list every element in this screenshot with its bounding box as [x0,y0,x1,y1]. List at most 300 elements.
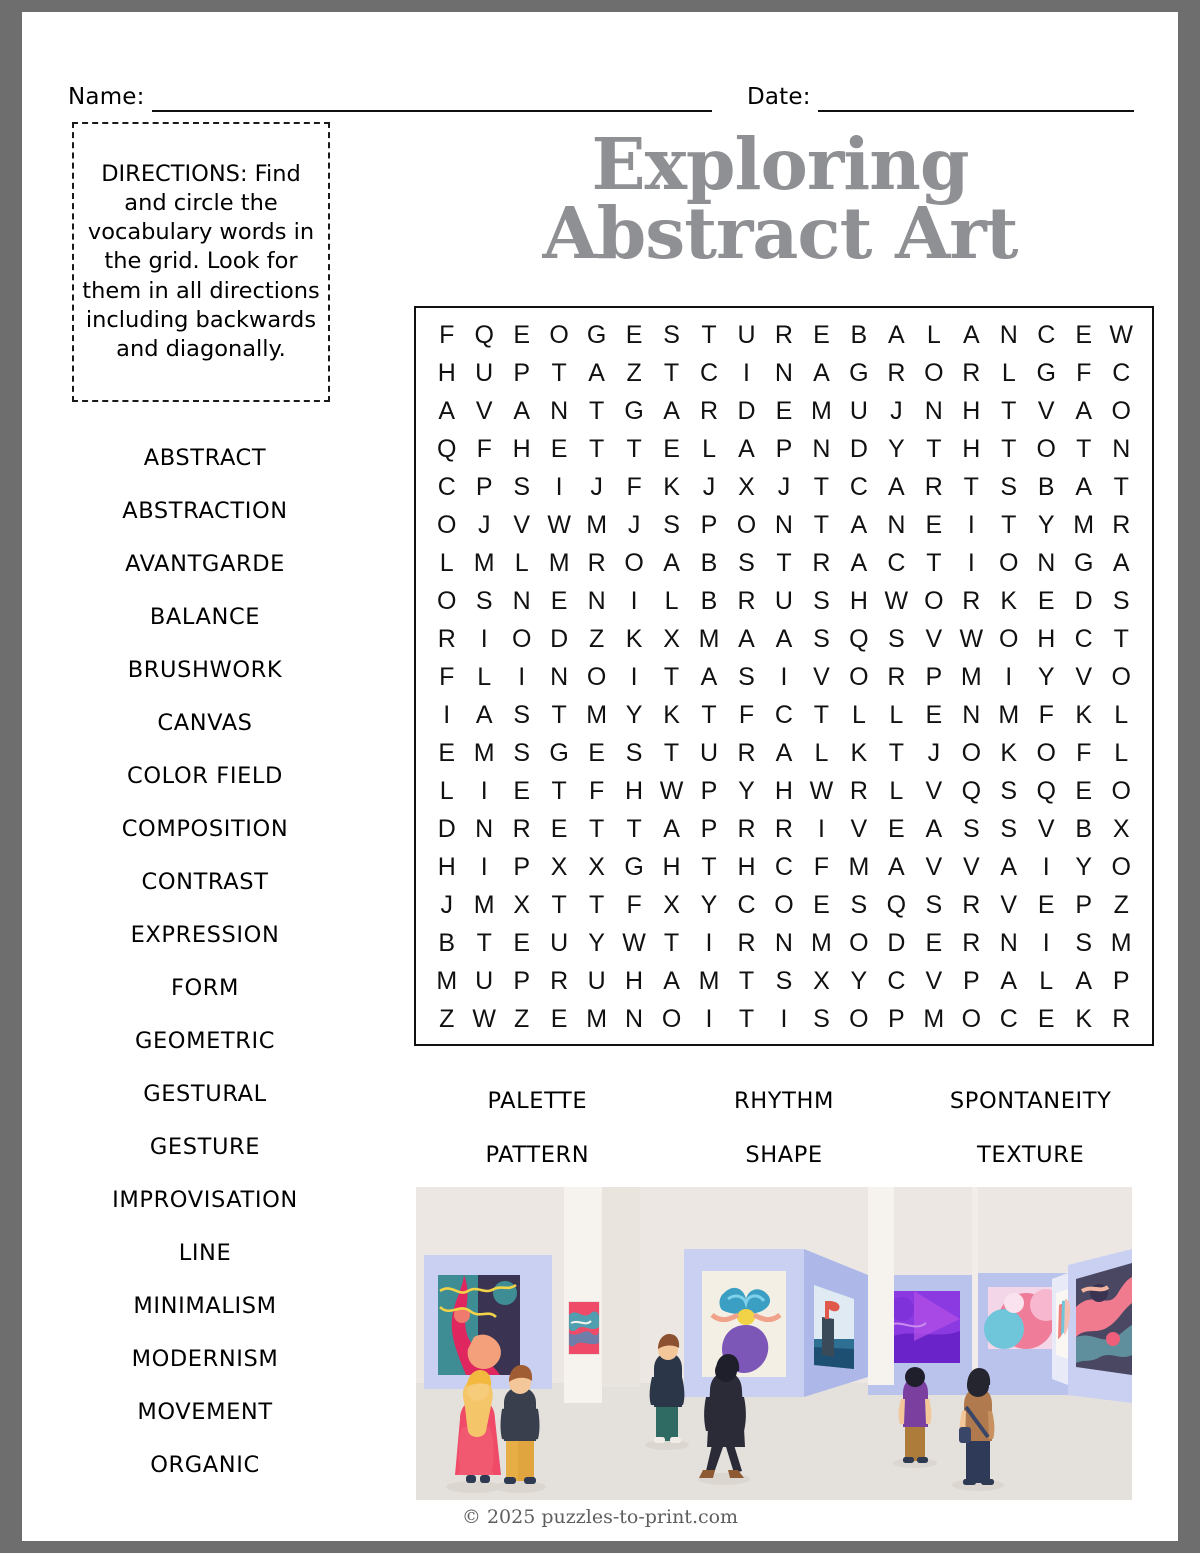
letter-cell[interactable]: K [1000,738,1018,767]
letter-cell[interactable]: C [1074,624,1093,653]
letter-cell[interactable]: D [887,928,906,957]
letter-cell[interactable]: O [1111,852,1131,881]
letter-cell[interactable]: H [437,852,456,881]
letter-cell[interactable]: W [659,776,684,805]
letter-cell[interactable]: R [437,624,456,653]
letter-cell[interactable]: T [776,548,792,577]
letter-cell[interactable]: H [962,396,981,425]
letter-cell[interactable]: E [513,320,531,349]
letter-cell[interactable]: A [475,700,493,729]
letter-cell[interactable]: T [588,890,605,919]
letter-cell[interactable]: M [811,928,832,957]
letter-cell[interactable]: H [774,776,793,805]
letter-cell[interactable]: V [1075,662,1093,691]
letter-cell[interactable]: T [551,890,567,919]
letter-cell[interactable]: F [588,776,605,805]
letter-cell[interactable]: E [588,738,605,767]
letter-cell[interactable]: X [813,966,830,995]
letter-cell[interactable]: S [475,586,493,615]
letter-cell[interactable]: A [663,966,680,995]
letter-cell[interactable]: S [850,890,868,919]
letter-cell[interactable]: T [926,434,942,463]
letter-cell[interactable]: E [1037,1004,1055,1033]
letter-cell[interactable]: Y [625,700,643,729]
letter-cell[interactable]: C [699,358,719,387]
letter-cell[interactable]: L [1039,966,1054,995]
letter-cell[interactable]: D [550,624,569,653]
letter-cell[interactable]: A [663,396,680,425]
letter-cell[interactable]: H [437,358,456,387]
letter-cell[interactable]: N [512,586,531,615]
letter-cell[interactable]: A [1075,396,1093,425]
letter-cell[interactable]: M [998,700,1020,729]
letter-cell[interactable]: P [925,662,943,691]
letter-cell[interactable]: L [926,320,941,349]
letter-cell[interactable]: I [705,1004,713,1033]
letter-cell[interactable]: B [850,320,868,349]
letter-cell[interactable]: J [440,890,453,919]
letter-cell[interactable]: R [812,548,831,577]
letter-cell[interactable]: W [959,624,984,653]
letter-cell[interactable]: O [1111,396,1131,425]
letter-cell[interactable]: V [925,966,943,995]
letter-cell[interactable]: G [624,396,644,425]
letter-cell[interactable]: S [1112,586,1130,615]
letter-cell[interactable]: O [1111,662,1131,691]
letter-cell[interactable]: T [551,700,567,729]
letter-cell[interactable]: S [925,890,943,919]
letter-cell[interactable]: I [743,358,750,387]
letter-cell[interactable]: R [1112,510,1131,539]
letter-cell[interactable]: C [1037,320,1056,349]
letter-cell[interactable]: O [999,548,1019,577]
letter-cell[interactable]: Y [738,776,755,805]
letter-cell[interactable]: M [473,890,495,919]
letter-cell[interactable]: F [439,320,455,349]
letter-cell[interactable]: Z [514,1004,530,1033]
letter-cell[interactable]: K [1075,700,1093,729]
letter-cell[interactable]: G [1036,358,1056,387]
letter-cell[interactable]: X [738,472,755,501]
letter-cell[interactable]: V [813,662,830,691]
letter-cell[interactable]: M [1073,510,1095,539]
letter-cell[interactable]: T [588,396,605,425]
letter-cell[interactable]: E [663,434,680,463]
letter-cell[interactable]: E [925,928,943,957]
letter-cell[interactable]: T [551,358,567,387]
word-search-grid[interactable] [414,306,1154,1046]
letter-cell[interactable]: R [737,586,756,615]
letter-cell[interactable]: E [625,320,643,349]
letter-cell[interactable]: P [700,510,718,539]
letter-cell[interactable]: L [1114,700,1129,729]
letter-cell[interactable]: N [924,396,943,425]
letter-cell[interactable]: H [662,852,681,881]
letter-cell[interactable]: N [999,320,1018,349]
letter-cell[interactable]: T [551,776,567,805]
letter-cell[interactable]: D [437,814,456,843]
letter-cell[interactable]: T [701,700,717,729]
letter-cell[interactable]: Z [626,358,642,387]
letter-cell[interactable]: I [480,776,488,805]
letter-cell[interactable]: A [1000,966,1018,995]
letter-cell[interactable]: W [472,1004,496,1033]
letter-cell[interactable]: M [698,966,720,995]
letter-cell[interactable]: Z [439,1004,455,1033]
letter-cell[interactable]: R [737,738,756,767]
letter-cell[interactable]: S [1000,776,1018,805]
letter-cell[interactable]: R [962,586,981,615]
letter-cell[interactable]: I [967,548,975,577]
letter-cell[interactable]: V [925,776,943,805]
letter-cell[interactable]: I [817,814,825,843]
letter-cell[interactable]: W [547,510,571,539]
letter-cell[interactable]: W [1109,320,1134,349]
letter-cell[interactable]: O [849,1004,869,1033]
letter-cell[interactable]: M [586,1004,608,1033]
letter-cell[interactable]: I [630,662,638,691]
letter-cell[interactable]: D [1074,586,1093,615]
letter-cell[interactable]: B [700,548,718,577]
letter-cell[interactable]: U [550,928,569,957]
letter-cell[interactable]: S [1075,928,1093,957]
letter-cell[interactable]: B [438,928,456,957]
letter-cell[interactable]: P [1112,966,1130,995]
letter-cell[interactable]: U [849,396,868,425]
letter-cell[interactable]: J [777,472,791,501]
letter-cell[interactable]: J [890,396,903,425]
letter-cell[interactable]: U [475,966,494,995]
letter-cell[interactable]: V [1000,890,1018,919]
letter-cell[interactable]: P [775,434,793,463]
letter-cell[interactable]: L [889,700,904,729]
letter-cell[interactable]: N [625,1004,644,1033]
letter-cell[interactable]: N [999,928,1018,957]
letter-cell[interactable]: A [888,472,905,501]
letter-cell[interactable]: H [512,434,531,463]
letter-cell[interactable]: N [887,510,906,539]
letter-cell[interactable]: M [473,738,495,767]
letter-cell[interactable]: K [850,738,868,767]
letter-cell[interactable]: X [588,852,605,881]
letter-cell[interactable]: O [961,738,982,767]
letter-cell[interactable]: I [1042,852,1050,881]
date-write-line[interactable] [818,110,1134,112]
letter-cell[interactable]: R [1112,1004,1131,1033]
letter-cell[interactable]: N [475,814,494,843]
letter-cell[interactable]: Y [700,890,718,919]
letter-cell[interactable]: P [475,472,493,501]
letter-cell[interactable]: O [437,510,457,539]
letter-cell[interactable]: T [738,966,755,995]
letter-cell[interactable]: J [477,510,491,539]
letter-cell[interactable]: S [888,624,905,653]
letter-cell[interactable]: U [475,358,494,387]
letter-cell[interactable]: H [625,776,644,805]
letter-cell[interactable]: A [850,510,868,539]
letter-cell[interactable]: T [963,472,979,501]
letter-cell[interactable]: Q [474,320,494,349]
letter-cell[interactable]: X [1112,814,1130,843]
letter-cell[interactable]: V [962,852,980,881]
letter-cell[interactable]: W [809,776,834,805]
letter-cell[interactable]: S [813,1004,830,1033]
letter-cell[interactable]: E [1037,890,1055,919]
letter-cell[interactable]: N [812,434,831,463]
letter-cell[interactable]: F [738,700,755,729]
letter-cell[interactable]: I [780,1004,788,1033]
letter-cell[interactable]: T [813,510,830,539]
letter-cell[interactable]: F [1076,358,1092,387]
letter-cell[interactable]: T [1113,472,1129,501]
letter-cell[interactable]: A [1000,852,1018,881]
letter-cell[interactable]: N [550,662,569,691]
letter-cell[interactable]: C [1112,358,1131,387]
letter-cell[interactable]: E [888,814,905,843]
letter-cell[interactable]: O [624,548,644,577]
letter-cell[interactable]: Z [1113,890,1129,919]
letter-cell[interactable]: R [699,396,719,425]
letter-cell[interactable]: A [888,852,905,881]
letter-cell[interactable]: I [705,928,713,957]
letter-cell[interactable]: A [1075,472,1093,501]
letter-cell[interactable]: A [738,434,755,463]
letter-cell[interactable]: E [1075,776,1093,805]
letter-cell[interactable]: R [924,472,943,501]
letter-cell[interactable]: M [698,624,720,653]
letter-cell[interactable]: A [1075,966,1093,995]
letter-cell[interactable]: E [925,700,943,729]
letter-cell[interactable]: Q [886,890,907,919]
letter-cell[interactable]: M [848,852,870,881]
letter-cell[interactable]: L [1001,358,1016,387]
letter-cell[interactable]: I [480,624,488,653]
letter-cell[interactable]: T [888,738,904,767]
letter-cell[interactable]: W [622,928,646,957]
letter-cell[interactable]: T [738,1004,755,1033]
letter-cell[interactable]: V [475,396,493,425]
letter-cell[interactable]: T [701,320,717,349]
letter-cell[interactable]: K [1075,1004,1093,1033]
letter-cell[interactable]: O [999,624,1019,653]
letter-cell[interactable]: C [774,852,793,881]
letter-cell[interactable]: U [587,966,606,995]
letter-cell[interactable]: R [737,928,756,957]
letter-cell[interactable]: L [439,548,454,577]
letter-cell[interactable]: P [700,814,718,843]
letter-cell[interactable]: P [513,852,531,881]
letter-cell[interactable]: O [849,662,869,691]
letter-cell[interactable]: Y [1075,852,1093,881]
letter-cell[interactable]: Z [588,624,605,653]
letter-cell[interactable]: C [887,548,906,577]
letter-cell[interactable]: L [477,662,492,691]
letter-cell[interactable]: V [925,852,943,881]
letter-cell[interactable]: Q [961,776,982,805]
letter-cell[interactable]: M [586,700,608,729]
letter-cell[interactable]: Q [849,624,869,653]
letter-cell[interactable]: G [849,358,869,387]
letter-cell[interactable]: N [1112,434,1131,463]
letter-cell[interactable]: R [887,358,906,387]
letter-cell[interactable]: T [476,928,492,957]
letter-cell[interactable]: I [555,472,563,501]
letter-cell[interactable]: E [513,928,531,957]
letter-cell[interactable]: G [624,852,644,881]
letter-cell[interactable]: E [925,510,943,539]
letter-cell[interactable]: X [663,624,680,653]
letter-cell[interactable]: O [586,662,607,691]
letter-cell[interactable]: A [738,624,755,653]
letter-cell[interactable]: G [586,320,607,349]
letter-cell[interactable]: C [849,472,868,501]
letter-cell[interactable]: R [774,320,793,349]
letter-cell[interactable]: I [480,852,488,881]
letter-cell[interactable]: I [967,510,975,539]
letter-cell[interactable]: E [513,776,531,805]
letter-cell[interactable]: O [1036,738,1056,767]
letter-cell[interactable]: O [961,1004,982,1033]
letter-cell[interactable]: L [439,776,454,805]
letter-cell[interactable]: R [962,928,981,957]
letter-cell[interactable]: T [663,358,680,387]
letter-cell[interactable]: A [850,548,868,577]
letter-cell[interactable]: U [699,738,719,767]
letter-cell[interactable]: S [1000,472,1018,501]
letter-cell[interactable]: A [962,320,980,349]
letter-cell[interactable]: P [1075,890,1093,919]
letter-cell[interactable]: S [513,700,531,729]
letter-cell[interactable]: S [625,738,643,767]
letter-cell[interactable]: F [439,662,455,691]
letter-cell[interactable]: S [1000,814,1018,843]
letter-cell[interactable]: L [851,700,866,729]
letter-cell[interactable]: E [1037,586,1055,615]
letter-cell[interactable]: E [1075,320,1093,349]
letter-cell[interactable]: M [436,966,458,995]
letter-cell[interactable]: T [1001,510,1017,539]
letter-cell[interactable]: E [550,434,568,463]
letter-cell[interactable]: L [514,548,529,577]
letter-cell[interactable]: W [884,586,909,615]
letter-cell[interactable]: L [702,434,716,463]
letter-cell[interactable]: L [814,738,829,767]
letter-cell[interactable]: H [1037,624,1056,653]
letter-cell[interactable]: S [775,966,793,995]
letter-cell[interactable]: R [849,776,868,805]
letter-cell[interactable]: S [513,738,531,767]
letter-cell[interactable]: P [513,966,531,995]
letter-cell[interactable]: R [737,814,756,843]
letter-cell[interactable]: J [702,472,716,501]
letter-cell[interactable]: T [626,814,642,843]
letter-cell[interactable]: A [813,358,830,387]
letter-cell[interactable]: M [548,548,570,577]
letter-cell[interactable]: T [1076,434,1092,463]
letter-cell[interactable]: T [926,548,942,577]
letter-cell[interactable]: T [626,434,642,463]
letter-cell[interactable]: R [512,814,531,843]
letter-cell[interactable]: B [700,586,718,615]
letter-cell[interactable]: L [664,586,679,615]
letter-cell[interactable]: P [513,358,531,387]
letter-cell[interactable]: T [588,814,605,843]
letter-cell[interactable]: V [1037,814,1055,843]
letter-cell[interactable]: O [774,890,794,919]
letter-cell[interactable]: U [774,586,793,615]
letter-cell[interactable]: N [962,700,981,729]
letter-cell[interactable]: S [663,320,680,349]
letter-cell[interactable]: E [813,890,830,919]
letter-cell[interactable]: I [443,700,451,729]
letter-cell[interactable]: N [774,510,793,539]
letter-cell[interactable]: A [925,814,943,843]
letter-cell[interactable]: E [550,586,568,615]
letter-cell[interactable]: Y [1037,510,1055,539]
letter-cell[interactable]: F [626,472,642,501]
letter-cell[interactable]: O [736,510,757,539]
letter-cell[interactable]: C [999,1004,1018,1033]
letter-cell[interactable]: A [438,396,456,425]
letter-cell[interactable]: Y [588,928,605,957]
letter-cell[interactable]: T [1113,624,1129,653]
letter-cell[interactable]: A [888,320,905,349]
letter-cell[interactable]: I [780,662,788,691]
letter-cell[interactable]: A [1112,548,1130,577]
letter-cell[interactable]: V [925,624,943,653]
letter-cell[interactable]: A [775,624,793,653]
letter-cell[interactable]: T [663,662,680,691]
letter-cell[interactable]: G [1073,548,1094,577]
letter-cell[interactable]: N [587,586,606,615]
letter-cell[interactable]: R [962,358,981,387]
letter-cell[interactable]: E [775,396,793,425]
letter-cell[interactable]: F [626,890,642,919]
letter-cell[interactable]: E [438,738,456,767]
letter-cell[interactable]: E [550,814,568,843]
letter-cell[interactable]: F [1076,738,1092,767]
letter-cell[interactable]: O [549,320,569,349]
letter-cell[interactable]: A [775,738,793,767]
letter-cell[interactable]: C [737,890,756,919]
letter-cell[interactable]: S [513,472,531,501]
letter-cell[interactable]: K [663,472,680,501]
letter-cell[interactable]: Y [1037,662,1055,691]
letter-cell[interactable]: N [774,928,793,957]
letter-cell[interactable]: C [887,966,906,995]
letter-cell[interactable]: S [738,548,755,577]
letter-cell[interactable]: H [737,852,756,881]
letter-cell[interactable]: B [1075,814,1093,843]
name-write-line[interactable] [152,110,712,112]
letter-cell[interactable]: A [700,662,718,691]
letter-cell[interactable]: J [927,738,941,767]
letter-cell[interactable]: M [473,548,495,577]
letter-cell[interactable]: M [1110,928,1132,957]
letter-cell[interactable]: M [811,396,832,425]
letter-cell[interactable]: Q [1036,776,1056,805]
letter-cell[interactable]: I [630,586,638,615]
letter-cell[interactable]: O [1111,776,1131,805]
letter-cell[interactable]: F [476,434,492,463]
letter-cell[interactable]: T [701,852,717,881]
letter-cell[interactable]: A [663,548,680,577]
letter-cell[interactable]: E [813,320,830,349]
letter-cell[interactable]: S [813,586,830,615]
letter-cell[interactable]: O [511,624,532,653]
letter-cell[interactable]: U [737,320,756,349]
letter-cell[interactable]: K [1000,586,1018,615]
